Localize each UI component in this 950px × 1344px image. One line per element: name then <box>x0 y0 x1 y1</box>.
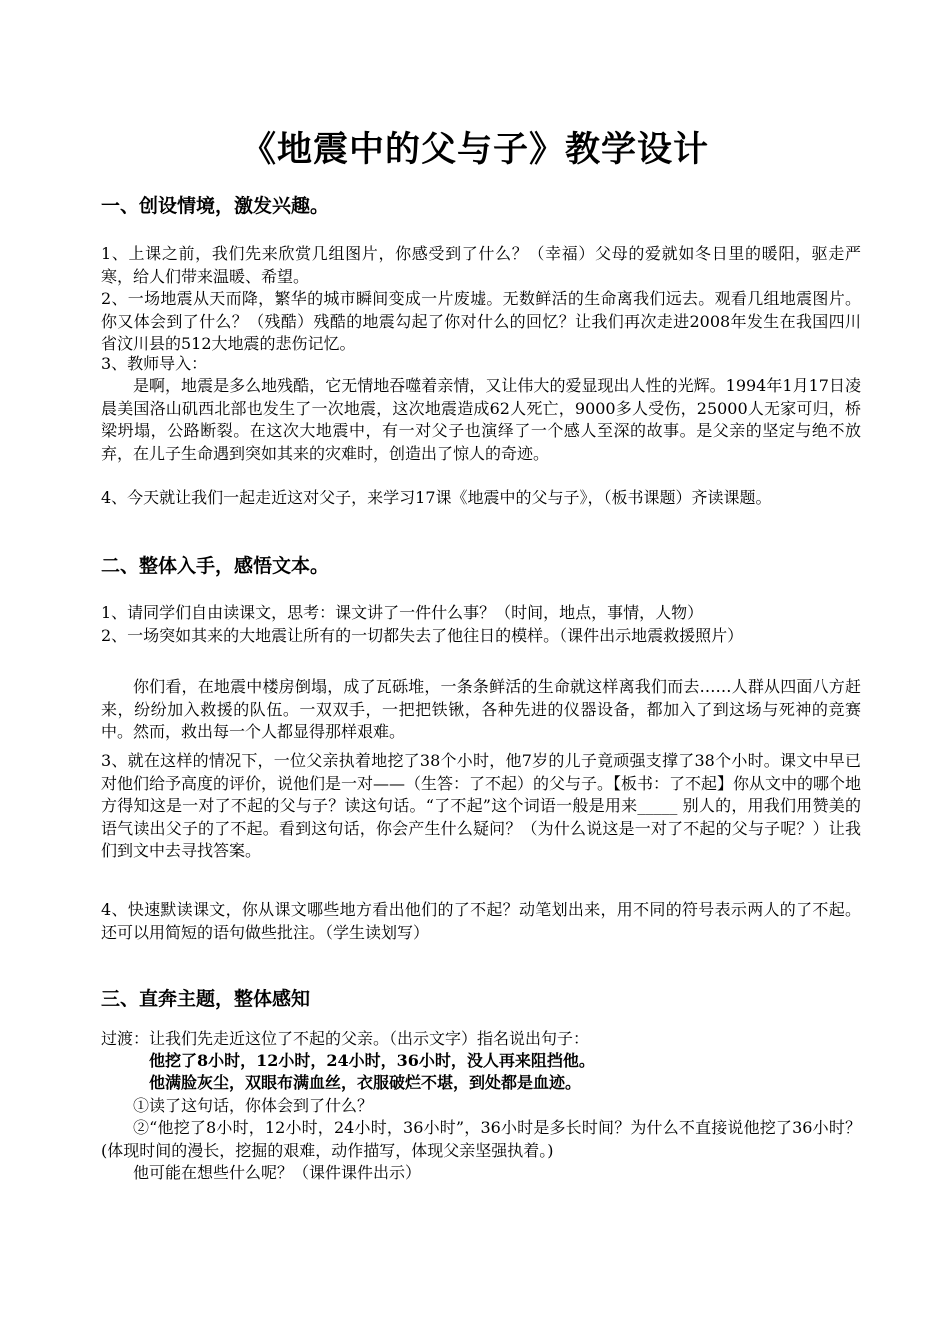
section-3-transition: 过渡：让我们先走近这位了不起的父亲。（出示文字）指名说出句子： <box>101 1029 590 1048</box>
section-2-paragraph-5: 4、快速默读课文，你从课文哪些地方看出他们的了不起？动笔划出来，用不同的符号表示两人的了不起。还可以用简短的语句做些批注。（学生读划写） <box>101 900 861 942</box>
section-1-paragraph-1: 1、上课之前，我们先来欣赏几组图片，你感受到了什么？（幸福）父母的爱就如冬日里的暖阳，驱走严寒，给人们带来温暖、希望。 <box>101 244 861 286</box>
section-1-paragraph-5: 4、今天就让我们一起走近这对父子，来学习17课《地震中的父与子》，（板书课题）齐读课题。 <box>101 488 772 507</box>
section-2-heading: 二、整体入手，感悟文本。 <box>101 555 330 577</box>
document-title: 《地震中的父与子》教学设计 <box>240 129 709 170</box>
question-2: ②“他挖了8小时，12小时，24小时，36小时”，36小时是多长时间？为什么不直接说他挖了36小时？(体现时间的漫长，挖掘的艰难，动作描写，体现父亲坚强执着。) <box>101 1118 861 1160</box>
question-1: ①读了这句话，你体会到了什么？ <box>133 1096 374 1115</box>
section-3-heading: 三、直奔主题，整体感知 <box>101 988 311 1010</box>
section-2-paragraph-3: 你们看，在地震中楼房倒塌，成了瓦砾堆，一条条鲜活的生命就这样离我们而去……人群从四面八方赶来，纷纷加入救援的队伍。一双双手，一把把铁锹，各种先进的仪器设备，都加入了到这场与死神的竞赛中。然而，救出每一个人都显得那样艰难。 <box>101 677 861 741</box>
quote-line-1: 他挖了8小时，12小时，24小时，36小时，没人再来阻挡他。 <box>149 1051 595 1070</box>
closing-line: 他可能在想些什么呢？（课件课件出示） <box>133 1163 422 1182</box>
section-1-paragraph-2: 2、一场地震从天而降，繁华的城市瞬间变成一片废墟。无数鲜活的生命离我们远去。观看几组地震图片。你又体会到了什么？（残酷）残酷的地震勾起了你对什么的回忆？让我们再次走进2008年发生在我国四川省汶川县的512大地震的悲伤记忆。 <box>101 289 861 353</box>
section-2-paragraph-4: 3、就在这样的情况下，一位父亲执着地挖了38个小时，他7岁的儿子竟顽强支撑了38个小时。课文中早已对他们给予高度的评价，说他们是一对——（生答：了不起）的父与子。【板书：了不起】你从文中的哪个地方得知这是一对了不起的父与子？读这句话。“了不起”这个词语一般是用来_____ 别人的，用我们用赞美的语气读出父子的了不起。看到这句话，你会产生什么疑问？（为什么说这是一对了不起的父与子呢？）让我们到文中去寻找答案。 <box>101 751 862 860</box>
section-1-heading: 一、创设情境，激发兴趣。 <box>101 195 330 217</box>
quote-line-2: 他满脸灰尘，双眼布满血丝，衣服破烂不堪，到处都是血迹。 <box>149 1073 582 1092</box>
section-1-paragraph-3: 3、教师导入： <box>101 354 208 373</box>
section-1-paragraph-4: 是啊，地震是多么地残酷，它无情地吞噬着亲情，又让伟大的爱显现出人性的光辉。1994年1月17日凌晨美国洛山矶西北部也发生了一次地震，这次地震造成62人死亡，9000多人受伤，25000人无家可归，桥梁坍塌，公路断裂。在这次大地震中，有一对父子也演绎了一个感人至深的故事。是父亲的坚定与绝不放弃，在儿子生命遇到突如其来的灾难时，创造出了惊人的奇迹。 <box>101 376 861 463</box>
section-2-paragraph-1: 1、请同学们自由读课文，思考：课文讲了一件什么事？（时间，地点，事情，人物） <box>101 603 704 622</box>
section-2-paragraph-2: 2、一场突如其来的大地震让所有的一切都失去了他往日的模样。（课件出示地震救援照片） <box>101 626 744 645</box>
